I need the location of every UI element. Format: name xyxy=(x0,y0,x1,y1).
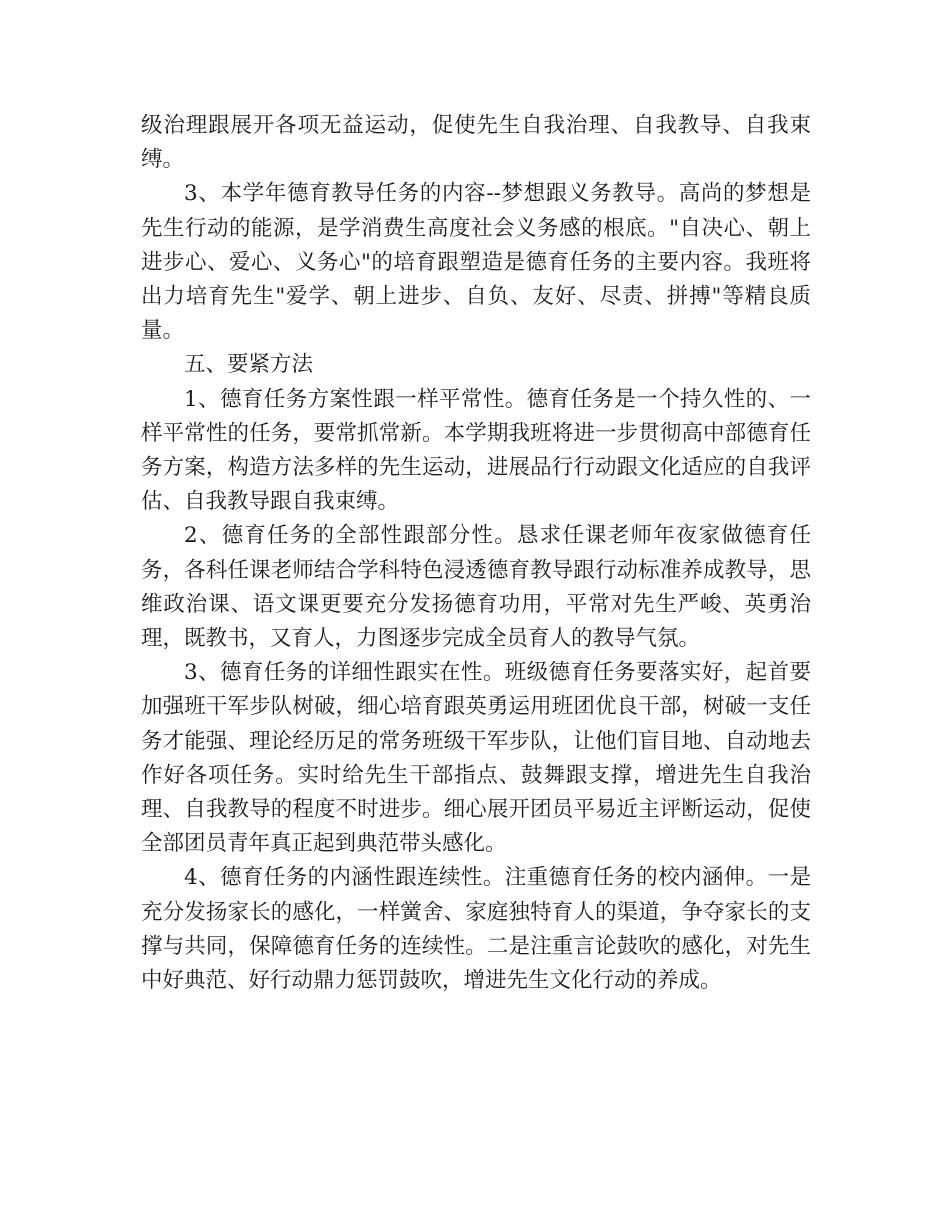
paragraph-method-4: 4、德育任务的内涵性跟连续性。注重德育任务的校内涵伸。一是充分发扬家长的感化，一样黉舍、家庭独特育人的渠道，争夺家长的支撑与共同，保障德育任务的连续性。二是注重言论鼓吹的感化，对先生中好典范、好行动鼎力惩罚鼓吹，增进先生文化行动的养成。 xyxy=(141,865,811,994)
paragraph-item-3-ideals: 3、本学年德育教导任务的内容--梦想跟义务教导。高尚的梦想是先生行动的能源，是学消费生高度社会义务感的根底。"自决心、朝上进步心、爱心、义务心"的培育跟塑造是德育任务的主要内容。我班将出力培育先生"爱学、朝上进步、自负、友好、尽责、拼搏"等精良质量。 xyxy=(141,181,811,344)
paragraph-continuation: 级治理跟展开各项无益运动，促使先生自我治理、自我教导、自我束缚。 xyxy=(141,113,811,173)
paragraph-method-3: 3、德育任务的详细性跟实在性。班级德育任务要落实好，起首要加强班干军步队树破，细心培育跟英勇运用班团优良干部，树破一支任务才能强、理论经历足的常务班级干军步队，让他们盲目地、自动地去作好各项任务。实时给先生干部指点、鼓舞跟支撑，增进先生自我治理、自我教导的程度不时进步。细心展开团员平易近主评断运动，促使全部团员青年真正起到典范带头感化。 xyxy=(141,660,811,857)
document-body xyxy=(141,109,811,998)
section-heading-methods: 五、要紧方法 xyxy=(184,352,314,378)
paragraph-method-1: 1、德育任务方案性跟一样平常性。德育任务是一个持久性的、一样平常性的任务，要常抓常新。本学期我班将进一步贯彻高中部德育任务方案，构造方法多样的先生运动，进展品行行动跟文化适应的自我评估、自我教导跟自我束缚。 xyxy=(141,386,811,515)
paragraph-method-2: 2、德育任务的全部性跟部分性。恳求任课老师年夜家做德育任务，各科任课老师结合学科特色浸透德育教导跟行动标准养成教导，思维政治课、语文课更要充分发扬德育功用，平常对先生严峻、英勇治理，既教书，又育人，力图逐步完成全员育人的教导气氛。 xyxy=(141,523,811,652)
